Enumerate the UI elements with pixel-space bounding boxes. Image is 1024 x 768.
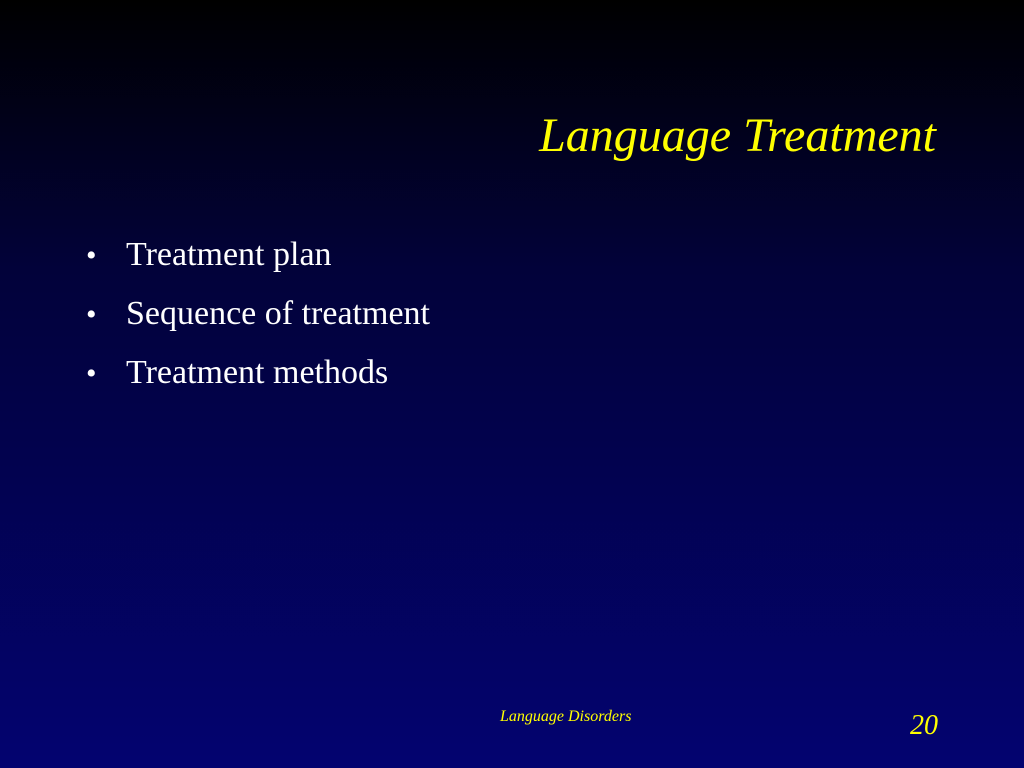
bullet-item (86, 226, 430, 285)
bullet-item (86, 344, 430, 403)
slide-title: Language Treatment (539, 109, 936, 162)
bullet-item (86, 285, 430, 344)
bullet-marker: • (86, 357, 97, 390)
bullet-list (86, 226, 430, 403)
footer-label: Language Disorders (500, 708, 632, 725)
page-number: 20 (910, 710, 938, 741)
bullet-text: Treatment plan (126, 236, 332, 273)
bullet-marker: • (86, 239, 97, 272)
bullet-text: Treatment methods (126, 354, 389, 391)
bullet-marker: • (86, 298, 97, 331)
bullet-text: Sequence of treatment (126, 295, 430, 332)
